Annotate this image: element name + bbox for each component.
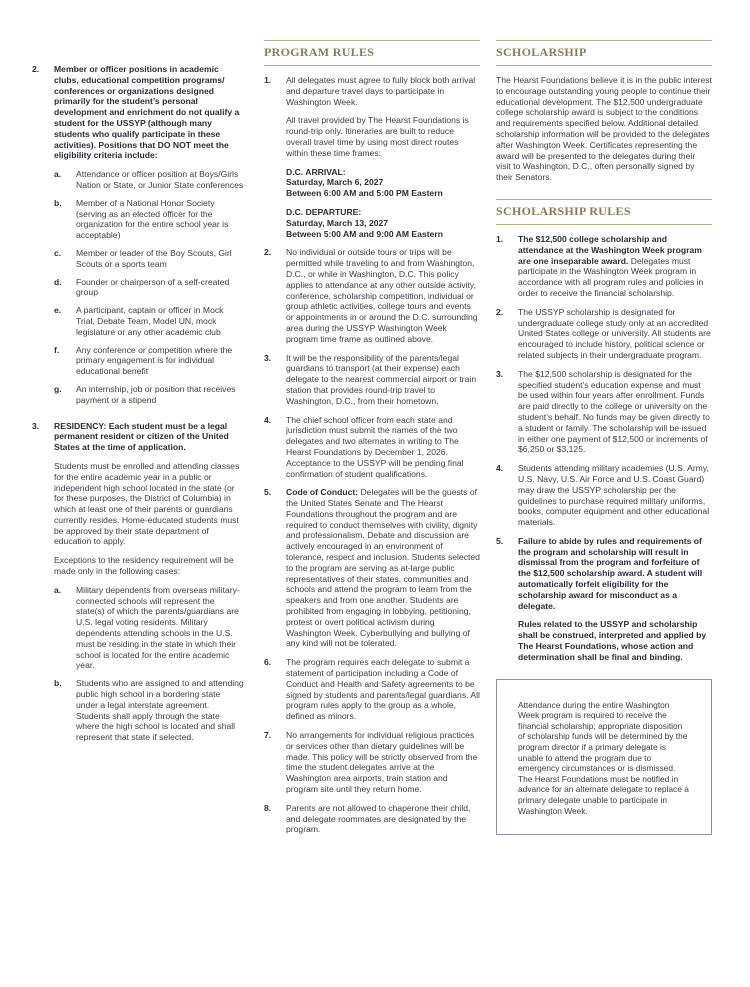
program-rule-2: 2. No individual or outside tours or trips will be permitted while traveling to and from Washington, D.C., or while in Washington, D.C. This policy applies to attendance at any other outside activity, conference, scholarship competition, individual or group athletic activities, college tours and events or appointments in or around the D.C. surrounding area during the USSYP Washington Week program time frame as outlined above. bbox=[264, 247, 478, 344]
item-number: 2. bbox=[32, 64, 40, 74]
sub-item-a: a. Attendance or officer position at Boys/Girls Nation or State, or Junior State conferences bbox=[54, 169, 244, 190]
scholarship-rule-5: 5. Failure to abide by rules and requirements of the program and scholarship will result in dismissal from the program and forfeiture of the $12,500 scholarship award. A student will automatically forfeit eligibility for the scholarship award for misconduct as a delegate. Rules related to the USSYP and scholarship shall be construed, interpreted and applied by The Hearst Foundations, whose action and determination shall be final and binding. bbox=[496, 536, 712, 671]
sub-item-e: e. A participant, captain or officer in Mock Trial, Debate Team, Model UN, mock legislature or any other academic club bbox=[54, 305, 224, 337]
scholarship-rule-2: 2. The USSYP scholarship is designated for undergraduate college study only at an accredited United States college or university. All students are encouraged to include history, political science or related subjects in their undergraduate program. bbox=[496, 306, 711, 360]
program-rules-column bbox=[264, 40, 480, 843]
residency-heading: RESIDENCY: Each student must be a legal permanent resident or citizen of the United States at the time of application. bbox=[54, 420, 229, 453]
sub-item-f: f. Any conference or competition where the primary engagement is for individual educational benefit bbox=[54, 344, 233, 377]
program-rules-title: PROGRAM RULES bbox=[264, 41, 480, 66]
program-rule-7: 7. No arrangements for individual religious practices or services other than dietary guidelines will be made. This policy will be strictly observed from the time the student delegates arrive at the Washington area airports, train station and program site until they return home. bbox=[264, 730, 478, 795]
departure-date: Saturday, March 13, 2027 bbox=[286, 217, 389, 228]
scholarship-column bbox=[496, 40, 712, 835]
eligibility-item-2 bbox=[32, 64, 244, 413]
exception-a: a. Military dependents from overseas military-connected schools will represent the state(s) of which the parents/guardians are U.S. legal voting residents. Military dependents attending schools in the U.S. must be residing in the state in which their school is located for the entire academic year. bbox=[54, 584, 240, 671]
program-rule-6: 6. The program requires each delegate to submit a statement of participation including a Code of Conduct and Health and Safety agreements to be signed by students and parents/legal guardians. All program rules apply to the group as a whole, defined as minors. bbox=[264, 657, 480, 722]
arrival-label: D.C. ARRIVAL: bbox=[286, 166, 346, 177]
residency-paragraph: Students must be enrolled and attending classes for the entire academic year in a public or independent high school located in the state (or for these purposes, the District of Columbia) in which at least one of their parents or guardians currently resides. Home-educated students must be approved by their state department of education to apply. bbox=[54, 460, 240, 547]
item-number: 3. bbox=[32, 420, 40, 431]
item-2-text: Member or officer positions in academic clubs, educational competition programs/ conferences or organizations designed primarily for the student’s personal development and enrichment do not qualify a student for the USSYP (although many students who qualify participate in these activities). Positions that DO NOT meet the eligibility criteria include: bbox=[54, 64, 240, 161]
sub-item-d: d. Founder or chairperson of a self-created group bbox=[54, 276, 230, 298]
left-column bbox=[32, 64, 244, 758]
program-rule-4: 4. The chief school officer from each state and jurisdiction must submit the names of the two delegates and two alternates in writing to The Hearst Foundations by December 1, 2026. Acceptance to the USSYP will be pending final confirmation of student qualifications. bbox=[264, 414, 464, 479]
exceptions-paragraph: Exceptions to the residency requirement will be made only in the following cases: bbox=[54, 555, 234, 577]
eligibility-item-3 bbox=[32, 421, 244, 751]
code-of-conduct-label: Code of Conduct: bbox=[286, 487, 359, 498]
sub-item-b: b. Member of a National Honor Society (serving as an elected officer for the organization for the entire school year is acceptable) bbox=[54, 197, 229, 241]
scholarship-rule-1: 1. The $12,500 college scholarship and attendance at the Washington Week program are one inseparable award. Delegates must participate in the Washington Week program in accordance with all program rules and policies in order to receive the financial scholarship. bbox=[496, 233, 704, 298]
departure-label: D.C. DEPARTURE: bbox=[286, 206, 362, 217]
attendance-notice-box: Attendance during the entire Washington Week program is required to receive the financial scholarship; appropriate disposition of scholarship funds will be determined by the program director if a primary delegate is unable to attend the program due to emergency circumstances or is dismissed. The Hearst Foundations must be notified in advance for an alternate delegate to replace a primary delegate unable to participate in Washington Week. bbox=[496, 679, 712, 836]
scholarship-rule-3: 3. The $12,500 scholarship is designated for the specified student’s education expense and must be used within four years after enrollment. Funds are paid directly to the college or university on the student’s behalf. No funds may be given directly to a student or family. The scholarship will be issued in either one payment of $12,500 or increments of $6,250 or $3,125. bbox=[496, 368, 710, 455]
departure-time: Between 5:00 AM and 9:00 AM Eastern bbox=[286, 228, 443, 239]
scholarship-rule-4: 4. Students attending military academies (U.S. Army, U.S. Navy, U.S. Air Force and U.S. Coast Guard) may draw the USSYP scholarship per the guidelines to purchase required military uniforms, books, computer equipment and other educational materials. bbox=[496, 463, 710, 528]
arrival-time: Between 6:00 AM and 5:00 PM Eastern bbox=[286, 188, 443, 199]
final-binding-paragraph: Rules related to the USSYP and scholarship shall be construed, interpreted and applied by The Hearst Foundations, whose action and determination shall be final and binding. bbox=[518, 619, 707, 662]
scholarship-title: SCHOLARSHIP bbox=[496, 41, 712, 66]
sub-item-c: c. Member or leader of the Boy Scouts, Girl Scouts or a sports team bbox=[54, 247, 232, 269]
program-rule-1: 1. All delegates must agree to fully block both arrival and departure travel days to participate in Washington Week. All travel provided by The Hearst Foundations is round-trip only. Itineraries are built to reduce overall travel time by using most direct routes within these time frames: D.C. ARRIVAL: Saturday, March 6, 2027 Between 6:00 AM and 5:00 PM Eastern D.C. DEPARTURE: Saturday, March 13, 2027 Between 5:00 AM and 9:00 AM Eastern bbox=[264, 75, 480, 239]
exception-b: b. Students who are assigned to and attending public high school in a bordering state under a legal interstate agreement. Students shall apply through the state where the high school is located and shall represent that state if selected. bbox=[54, 678, 244, 743]
program-rule-8: 8. Parents are not allowed to chaperone their child, and delegate roommates are designated by the program. bbox=[264, 802, 471, 835]
sub-item-g: g. An internship, job or position that receives payment or a stipend bbox=[54, 383, 236, 405]
program-rule-5: 5. Code of Conduct: Delegates will be the guests of the United States Senate and The Hearst Foundations throughout the program and are required to conduct themselves with civility, dignity and professionalism. Debate and discussion are actively encouraged in an environment of tolerance, respect and inclusion. Students selected to the program are serving as at-large public representatives of their states, communities and schools and attend the program to learn from the speakers and from one another. Students are prohibited from engaging in lobbying, petitioning, protest or overt political activism during Washington Week. Cyberbullying and bullying of any kind will not be tolerated. bbox=[264, 487, 480, 649]
scholarship-rules-title: SCHOLARSHIP RULES bbox=[496, 200, 712, 225]
program-rule-3: 3. It will be the responsibility of the parents/legal guardians to transport (at their expense) each delegate to the nearest commercial airport or train station that provides round-trip travel to Washington, D.C., from their hometown. bbox=[264, 352, 477, 406]
arrival-date: Saturday, March 6, 2027 bbox=[286, 177, 384, 188]
scholarship-text: The Hearst Foundations believe it is in the public interest to encourage outstanding young people to continue their educational development. The $12,500 undergraduate college scholarship award is subject to the conditions and requirements specified below. Additional detailed scholarship information will be provided to the delegates after Washington Week. Certificates representing the award will be presented to the delegates during their visit to Washington, D.C., often personally signed by their Senators. bbox=[496, 75, 712, 183]
